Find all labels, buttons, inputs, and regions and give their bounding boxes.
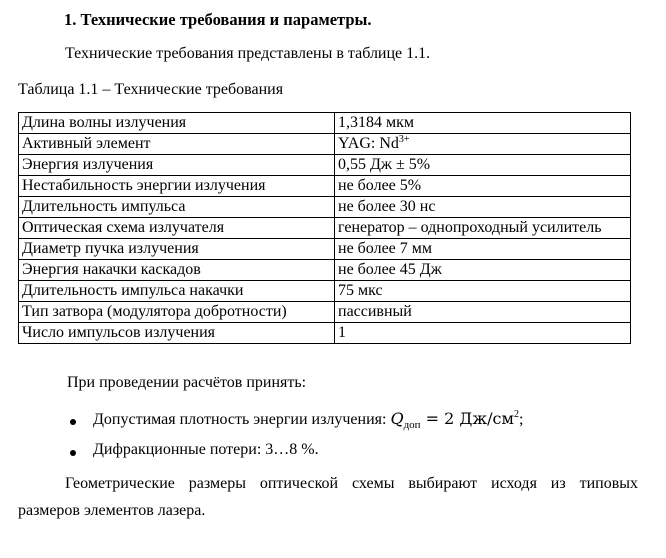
table-row <box>19 239 631 260</box>
paragraph-line: Геометрические размеры оптической схемы выбирают исходя из типовых <box>65 475 638 492</box>
value-cell: не более 7 мм <box>335 239 631 260</box>
value-text: YAG: Nd <box>338 135 399 152</box>
param-cell: Длина волны излучения <box>19 113 335 134</box>
value-cell: не более 30 нс <box>335 197 631 218</box>
formula-symbol: Q <box>390 409 404 428</box>
bullet-text: Допустимая плотность энергии излучения: <box>93 411 387 428</box>
table-row <box>19 323 631 344</box>
section-heading: 1. Технические требования и параметры. <box>64 10 372 29</box>
param-cell: Нестабильность энергии излучения <box>19 176 335 197</box>
value-cell: 1,3184 мкм <box>335 113 631 134</box>
param-cell: Число импульсов излучения <box>19 323 335 344</box>
value-cell: 0,55 Дж ± 5% <box>335 155 631 176</box>
formula-end: ; <box>518 411 524 428</box>
bullet-icon <box>70 419 76 425</box>
value-cell: 1 <box>335 323 631 344</box>
paragraph-line: размеров элементов лазера. <box>18 502 206 519</box>
intro-text: Технические требования представлены в таблице 1.1. <box>65 45 431 62</box>
param-cell: Энергия излучения <box>19 155 335 176</box>
value-cell: не более 5% <box>335 176 631 197</box>
value-cell: 75 мкс <box>335 281 631 302</box>
value-cell: пассивный <box>335 302 631 323</box>
param-cell: Диаметр пучка излучения <box>19 239 335 260</box>
bullet-icon <box>70 450 76 456</box>
requirements-table <box>18 112 631 344</box>
param-cell: Длительность импульса <box>19 197 335 218</box>
table-row <box>19 302 631 323</box>
param-cell: Энергия накачки каскадов <box>19 260 335 281</box>
table-row <box>19 176 631 197</box>
table-row <box>19 197 631 218</box>
table-row <box>19 155 631 176</box>
param-cell: Длительность импульса накачки <box>19 281 335 302</box>
param-cell: Активный элемент <box>19 134 335 155</box>
formula-power: 2 <box>513 409 519 420</box>
param-cell: Оптическая схема излучателя <box>19 218 335 239</box>
param-cell: Тип затвора (модулятора добротности) <box>19 302 335 323</box>
bullet-diffraction-loss: Дифракционные потери: 3…8 %. <box>93 441 319 458</box>
formula-value: = 2 Дж/см <box>420 409 514 428</box>
value-superscript: 3+ <box>398 134 410 145</box>
table-row <box>19 281 631 302</box>
formula-subscript: доп <box>403 419 421 431</box>
table-caption: Таблица 1.1 – Технические требования <box>18 81 284 98</box>
geometry-paragraph <box>18 470 638 524</box>
calc-intro: При проведении расчётов принять: <box>67 374 307 391</box>
bullet-energy-density <box>93 409 523 431</box>
table-row <box>19 260 631 281</box>
value-cell <box>335 134 631 155</box>
value-cell: не более 45 Дж <box>335 260 631 281</box>
value-cell: генератор – однопроходный усилитель <box>335 218 631 239</box>
table-row <box>19 218 631 239</box>
table-row <box>19 134 631 155</box>
table-row <box>19 113 631 134</box>
